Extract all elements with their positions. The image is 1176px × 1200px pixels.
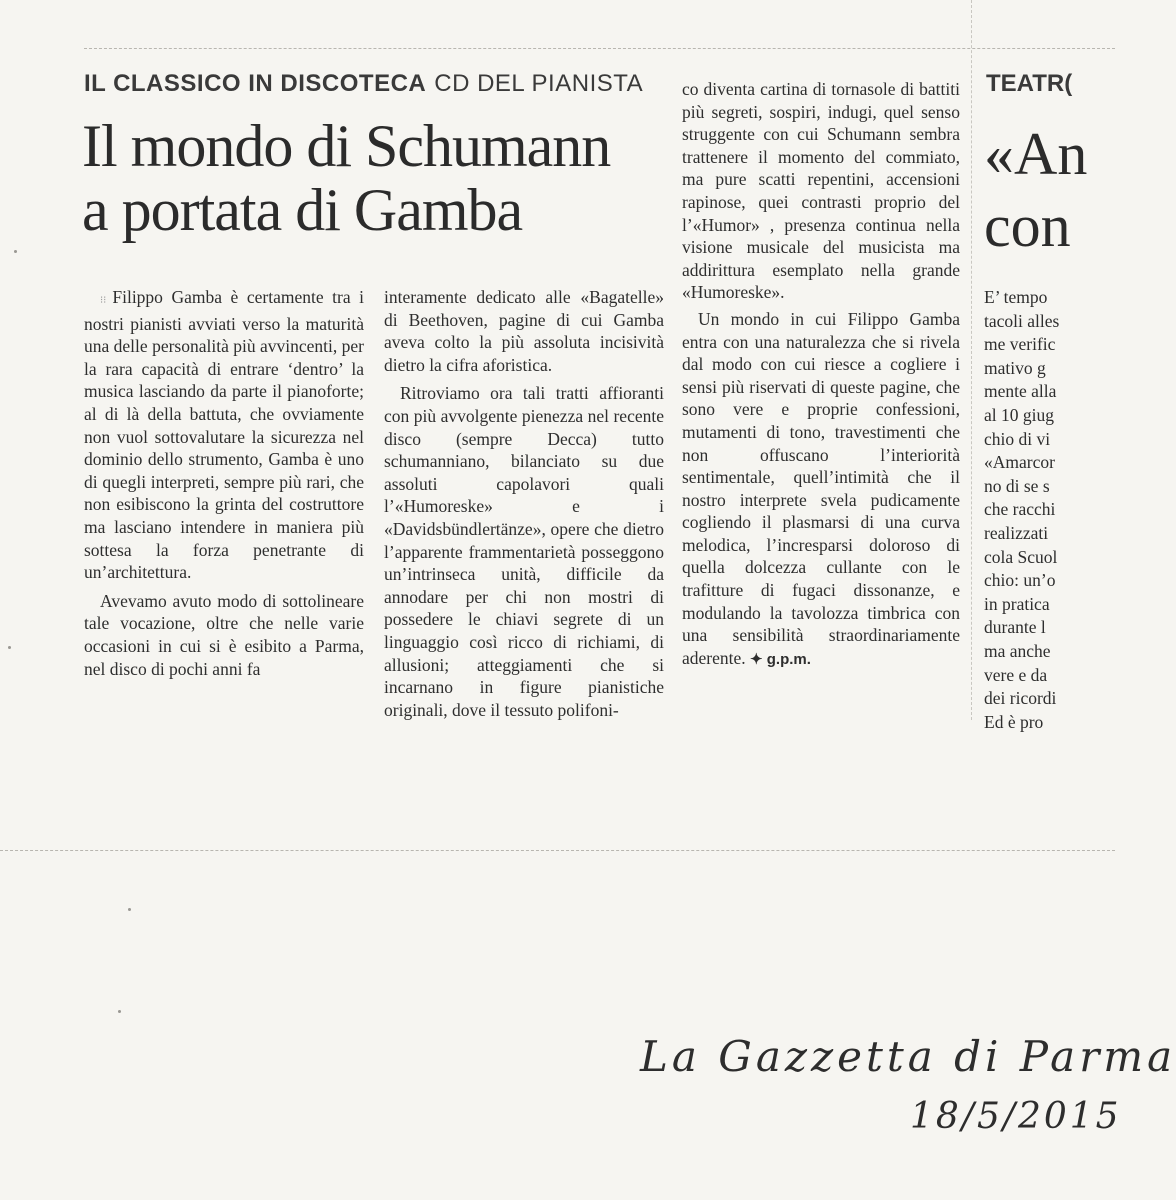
top-rule — [84, 48, 1115, 49]
adjacent-line: durante l — [984, 617, 1046, 638]
article-column-2 — [384, 286, 664, 721]
adjacent-line: Ed è pro — [984, 711, 1044, 732]
adjacent-line: ma anche — [984, 640, 1051, 661]
paragraph-text: Filippo Gamba è certamente tra i nostri pianisti avviati verso la maturità una delle personalità più avvincenti, per la rara capacità di entrare ‘dentro’ la musica lasciando da parte il pianoforte; al di là della battuta, che ovviamente non vuol sottovalutare la sicurezza nel dominio dello strumento, Gamba è uno di quegli interpreti, sempre più rari, che non esibiscono la grinta del costruttore ma lasciano intendere in maniera più sottesa la forza penetrante di un’architettura. — [84, 287, 364, 583]
adjacent-line: E’ tempo — [984, 287, 1048, 307]
article-column-1 — [84, 286, 364, 680]
adjacent-line: in pratica — [984, 593, 1050, 614]
adjacent-line: tacoli alles — [984, 310, 1060, 331]
article-kicker — [84, 70, 643, 98]
adjacent-line: al 10 giug — [984, 404, 1054, 425]
kicker-section: IL CLASSICO IN DISCOTECA — [84, 70, 427, 97]
signature-text: g.p.m. — [766, 650, 811, 668]
handwritten-source: La Gazzetta di Parma — [640, 1032, 1176, 1081]
paragraph — [84, 286, 364, 584]
bottom-rule — [0, 850, 1115, 851]
handwritten-date: 18/5/2015 — [910, 1096, 1122, 1137]
adjacent-kicker: TEATR( — [986, 70, 1073, 97]
adjacent-line: chio di vi — [984, 428, 1051, 449]
paragraph: co diventa cartina di tornasole di battiti più segreti, sospiri, indugi, quel senso struggente con cui Schumann sembra trattenere il momento del commiato, ma pure scatti repentini, accensioni rapinose, quei contrasti proprio del l’«Humor» , presenza continua nella visione musicale del musicista ma addirittura esemplato nella grande «Humoreske». — [682, 79, 960, 303]
paragraph: Ritroviamo ora tali tratti affioranti con più avvolgente pienezza nel recente disco (sempre Decca) tutto schumanniano, bilanciato su due assoluti capolavori quali l’«Humoreske» e i «Davidsbündlertänze», opere che dietro l’apparente frammentarietà posseggono un’intrinseca unità, difficile da annodare per chi non mostri di possedere le chiavi segrete di un linguaggio così ricco di richiami, di allusioni; atteggiamenti che si incarnano in figure pianistiche originali, dove il tessuto polifoni- — [384, 383, 664, 720]
scan-speck — [118, 1010, 121, 1013]
author-signature: ✦ g.p.m. — [750, 650, 811, 668]
adjacent-headline-line-2: con — [984, 193, 1071, 259]
kicker-topic: CD DEL PIANISTA — [434, 70, 644, 97]
scan-speck — [8, 646, 11, 649]
adjacent-headline-line-1: «An — [984, 121, 1088, 187]
column-separator — [971, 0, 972, 720]
paragraph — [682, 308, 960, 672]
scan-speck — [128, 908, 131, 911]
scan-speck — [14, 250, 17, 253]
headline-line-2: a portata di Gamba — [82, 177, 523, 243]
article-column-3 — [682, 78, 960, 671]
paragraph: Avevamo avuto modo di sottolineare tale vocazione, oltre che nelle varie occasioni in cui si è esibito a Parma, nel disco di pochi anni fa — [84, 590, 364, 679]
adjacent-line: «Amarcor — [984, 452, 1055, 473]
paragraph-text: Un mondo in cui Filippo Gamba entra con una naturalezza che si rivela dal modo con cui riesce a cogliere i sensi più riservati di queste pagine, che sono vere e proprie confessioni, mutamenti di tono, travestimenti che non offuscano l’interiorità sentimentale, quell’intimità che il nostro interprete svela pudicamente cogliendo il plasmarsi di una curva melodica, l’incresparsi doloroso di quella dolcezza cullante con le trafitture di fugaci dissonanze, e modulando la tavolozza timbrica con una sensibilità straordinariamente aderente. — [682, 308, 960, 668]
adjacent-line: vere e da — [984, 664, 1048, 685]
headline-line-1: Il mondo di Schumann — [82, 113, 611, 179]
article-headline — [82, 114, 682, 242]
adjacent-line: dei ricordi — [984, 688, 1057, 709]
adjacent-body — [984, 286, 1115, 734]
adjacent-line: realizzati — [984, 522, 1049, 543]
adjacent-line: mente alla — [984, 381, 1057, 402]
adjacent-line: cola Scuol — [984, 546, 1058, 567]
adjacent-line: chio: un’o — [984, 570, 1056, 591]
adjacent-line: no di se s — [984, 475, 1050, 496]
adjacent-line: mativo g — [984, 357, 1046, 378]
adjacent-headline — [984, 118, 1115, 262]
adjacent-line: che racchi — [984, 499, 1056, 520]
paragraph-mark-icon: ⁝⁝ — [100, 295, 107, 306]
adjacent-line: me verific — [984, 334, 1056, 355]
paragraph: interamente dedicato alle «Bagatelle» di Beethoven, pagine di cui Gamba aveva colto la più assoluta incisività dietro la cifra aforistica. — [384, 287, 664, 375]
